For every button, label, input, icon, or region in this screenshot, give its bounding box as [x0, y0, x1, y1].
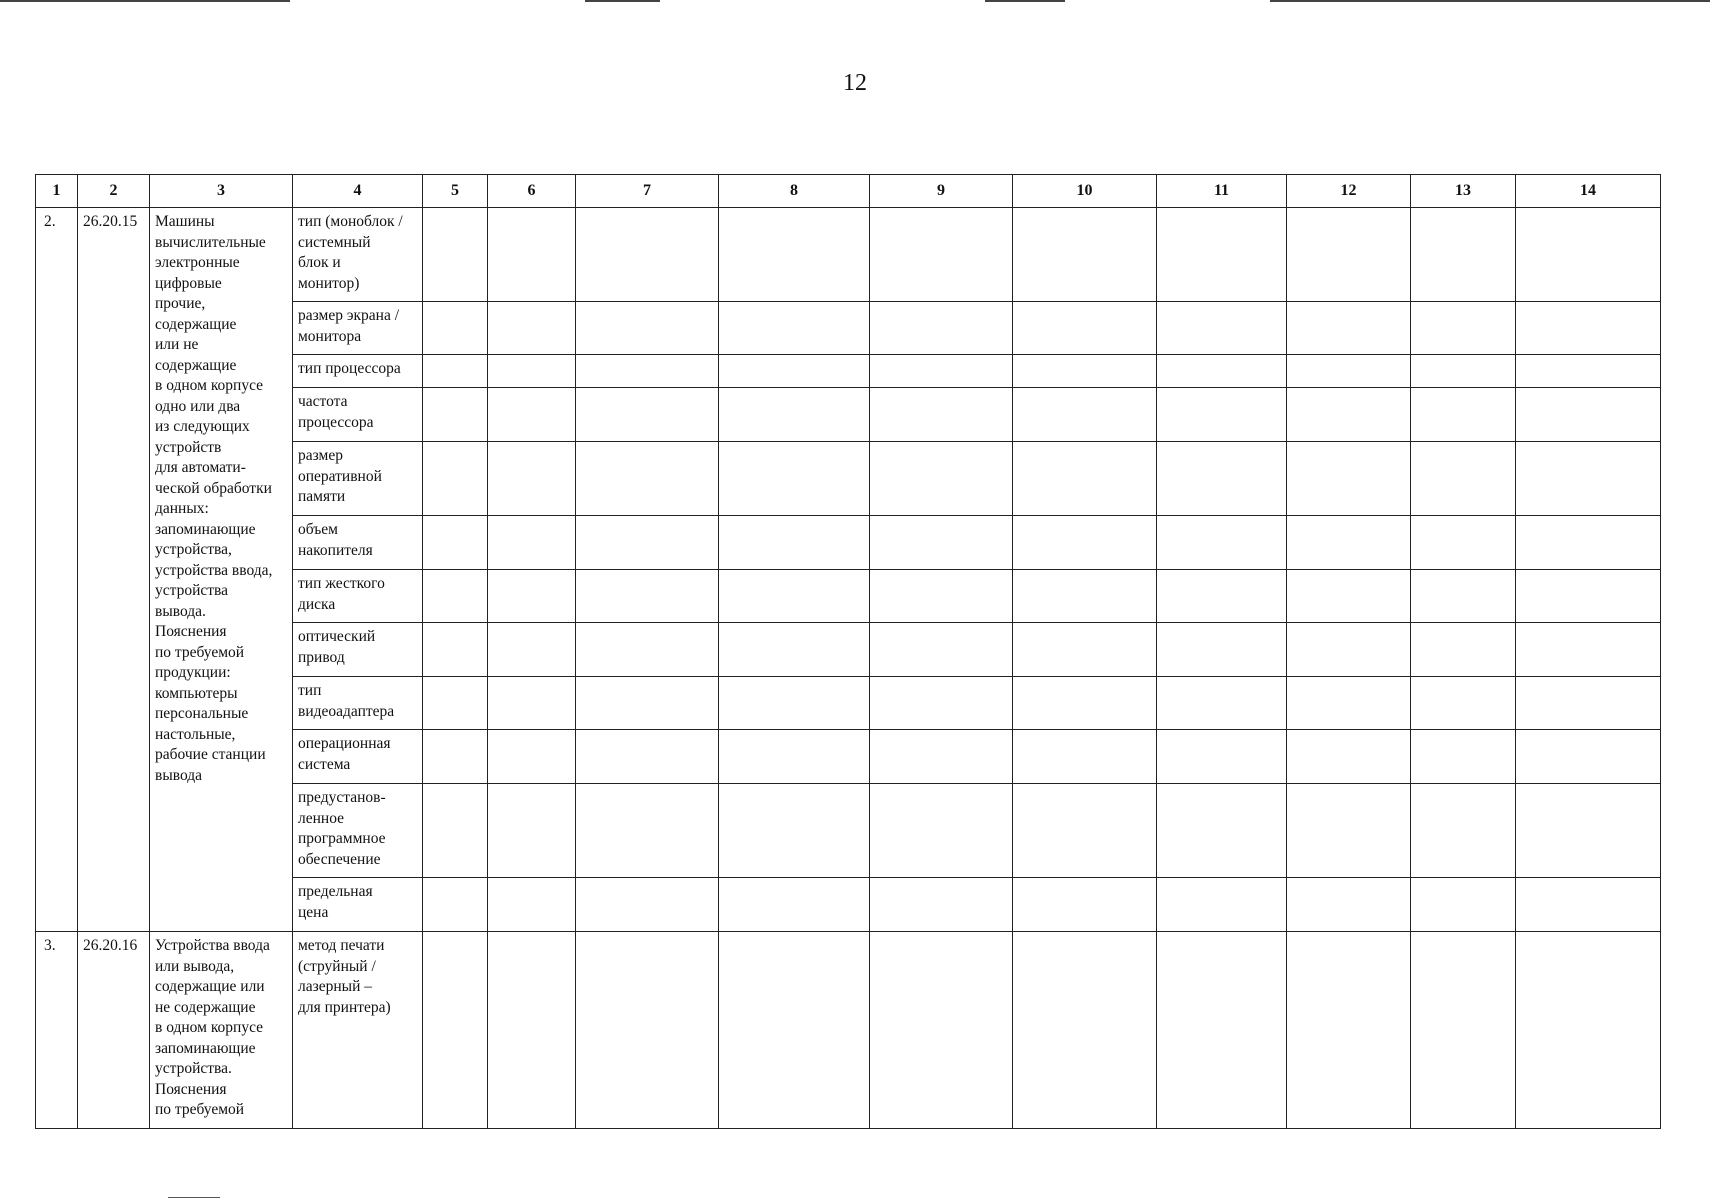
empty-cell [423, 208, 488, 302]
empty-cell [1411, 730, 1516, 784]
empty-cell [1516, 388, 1661, 442]
top-rule [0, 0, 290, 2]
empty-cell [1516, 516, 1661, 570]
empty-cell [870, 570, 1013, 623]
product-code: 26.20.16 [78, 932, 150, 1129]
characteristic-name: размер оперативной памяти [293, 442, 423, 516]
column-header: 8 [719, 175, 870, 208]
empty-cell [719, 516, 870, 570]
empty-cell [1516, 677, 1661, 730]
empty-cell [1287, 878, 1411, 932]
empty-cell [1157, 516, 1287, 570]
empty-cell [576, 388, 719, 442]
empty-cell [1157, 355, 1287, 388]
empty-cell [1411, 784, 1516, 878]
empty-cell [719, 784, 870, 878]
empty-cell [1411, 355, 1516, 388]
empty-cell [1013, 516, 1157, 570]
empty-cell [1013, 784, 1157, 878]
empty-cell [1516, 784, 1661, 878]
empty-cell [1411, 302, 1516, 355]
empty-cell [488, 388, 576, 442]
characteristic-name: метод печати (струйный / лазерный – для принтера) [293, 932, 423, 1129]
empty-cell [1013, 302, 1157, 355]
empty-cell [423, 623, 488, 677]
empty-cell [1287, 355, 1411, 388]
empty-cell [423, 677, 488, 730]
empty-cell [1411, 932, 1516, 1129]
empty-cell [1516, 442, 1661, 516]
empty-cell [1516, 730, 1661, 784]
column-header: 4 [293, 175, 423, 208]
empty-cell [1411, 878, 1516, 932]
column-header: 13 [1411, 175, 1516, 208]
empty-cell [488, 932, 576, 1129]
row-number: 2. [36, 208, 78, 932]
empty-cell [719, 932, 870, 1129]
empty-cell [423, 516, 488, 570]
empty-cell [488, 677, 576, 730]
empty-cell [1013, 623, 1157, 677]
empty-cell [576, 677, 719, 730]
empty-cell [1013, 932, 1157, 1129]
column-header: 7 [576, 175, 719, 208]
column-header: 6 [488, 175, 576, 208]
empty-cell [576, 932, 719, 1129]
empty-cell [423, 442, 488, 516]
empty-cell [719, 442, 870, 516]
empty-cell [870, 388, 1013, 442]
empty-cell [1411, 516, 1516, 570]
empty-cell [488, 730, 576, 784]
empty-cell [870, 208, 1013, 302]
empty-cell [1287, 516, 1411, 570]
top-rule [1270, 0, 1710, 2]
empty-cell [488, 208, 576, 302]
empty-cell [1287, 623, 1411, 677]
empty-cell [1411, 208, 1516, 302]
empty-cell [870, 623, 1013, 677]
empty-cell [1013, 730, 1157, 784]
bottom-rule [168, 1197, 220, 1198]
empty-cell [870, 302, 1013, 355]
empty-cell [870, 677, 1013, 730]
empty-cell [1516, 355, 1661, 388]
empty-cell [1157, 302, 1287, 355]
empty-cell [1516, 570, 1661, 623]
empty-cell [576, 730, 719, 784]
specification-table [35, 174, 1661, 1129]
empty-cell [1287, 677, 1411, 730]
characteristic-name: тип (моноблок / системный блок и монитор) [293, 208, 423, 302]
empty-cell [488, 302, 576, 355]
empty-cell [1516, 302, 1661, 355]
empty-cell [1157, 932, 1287, 1129]
empty-cell [576, 516, 719, 570]
empty-cell [870, 932, 1013, 1129]
column-header: 2 [78, 175, 150, 208]
empty-cell [423, 878, 488, 932]
empty-cell [1157, 623, 1287, 677]
column-header: 3 [150, 175, 293, 208]
empty-cell [423, 784, 488, 878]
empty-cell [719, 623, 870, 677]
empty-cell [576, 302, 719, 355]
empty-cell [1013, 878, 1157, 932]
empty-cell [1411, 442, 1516, 516]
row-number: 3. [36, 932, 78, 1129]
empty-cell [719, 208, 870, 302]
empty-cell [1013, 570, 1157, 623]
top-rule [985, 0, 1065, 2]
empty-cell [1157, 570, 1287, 623]
characteristic-name: тип жесткого диска [293, 570, 423, 623]
empty-cell [1157, 388, 1287, 442]
empty-cell [1287, 208, 1411, 302]
empty-cell [423, 570, 488, 623]
column-header: 14 [1516, 175, 1661, 208]
characteristic-name: предустанов- ленное программное обеспечение [293, 784, 423, 878]
empty-cell [1411, 388, 1516, 442]
characteristic-name: оптический привод [293, 623, 423, 677]
empty-cell [423, 730, 488, 784]
empty-cell [1516, 932, 1661, 1129]
empty-cell [1287, 932, 1411, 1129]
empty-cell [1411, 677, 1516, 730]
empty-cell [1287, 302, 1411, 355]
empty-cell [870, 516, 1013, 570]
column-header: 1 [36, 175, 78, 208]
empty-cell [719, 730, 870, 784]
column-header: 10 [1013, 175, 1157, 208]
empty-cell [1287, 730, 1411, 784]
empty-cell [870, 442, 1013, 516]
column-header: 11 [1157, 175, 1287, 208]
characteristic-name: объем накопителя [293, 516, 423, 570]
empty-cell [870, 730, 1013, 784]
empty-cell [1157, 784, 1287, 878]
column-header: 12 [1287, 175, 1411, 208]
empty-cell [1516, 623, 1661, 677]
empty-cell [1411, 570, 1516, 623]
empty-cell [576, 878, 719, 932]
column-header: 9 [870, 175, 1013, 208]
characteristic-name: предельная цена [293, 878, 423, 932]
empty-cell [576, 784, 719, 878]
empty-cell [1411, 623, 1516, 677]
empty-cell [719, 878, 870, 932]
empty-cell [488, 878, 576, 932]
empty-cell [1516, 878, 1661, 932]
empty-cell [488, 516, 576, 570]
characteristic-name: операционная система [293, 730, 423, 784]
empty-cell [488, 784, 576, 878]
empty-cell [1157, 442, 1287, 516]
empty-cell [576, 570, 719, 623]
empty-cell [488, 355, 576, 388]
empty-cell [488, 442, 576, 516]
characteristic-name: тип процессора [293, 355, 423, 388]
column-header-row [36, 175, 1661, 208]
top-rule [585, 0, 660, 2]
empty-cell [576, 442, 719, 516]
empty-cell [576, 623, 719, 677]
empty-cell [1013, 208, 1157, 302]
empty-cell [719, 355, 870, 388]
empty-cell [1013, 388, 1157, 442]
empty-cell [423, 932, 488, 1129]
empty-cell [488, 623, 576, 677]
empty-cell [1157, 730, 1287, 784]
table-row [36, 932, 1661, 1129]
empty-cell [1516, 208, 1661, 302]
column-header: 5 [423, 175, 488, 208]
empty-cell [1013, 442, 1157, 516]
empty-cell [1157, 208, 1287, 302]
empty-cell [1013, 677, 1157, 730]
characteristic-name: тип видеоадаптера [293, 677, 423, 730]
empty-cell [870, 784, 1013, 878]
empty-cell [488, 570, 576, 623]
empty-cell [576, 355, 719, 388]
empty-cell [1287, 570, 1411, 623]
empty-cell [719, 677, 870, 730]
empty-cell [1287, 442, 1411, 516]
empty-cell [423, 388, 488, 442]
empty-cell [576, 208, 719, 302]
empty-cell [870, 878, 1013, 932]
product-code: 26.20.15 [78, 208, 150, 932]
product-description: Устройства ввода или вывода, содержащие или не содержащие в одном корпусе запоминающие устройства. Пояснения по требуемой [150, 932, 293, 1129]
empty-cell [1287, 784, 1411, 878]
empty-cell [423, 355, 488, 388]
empty-cell [1157, 878, 1287, 932]
empty-cell [1287, 388, 1411, 442]
empty-cell [1013, 355, 1157, 388]
empty-cell [870, 355, 1013, 388]
empty-cell [719, 570, 870, 623]
characteristic-name: частота процессора [293, 388, 423, 442]
empty-cell [423, 302, 488, 355]
empty-cell [719, 388, 870, 442]
empty-cell [1157, 677, 1287, 730]
product-description: Машины вычислительные электронные цифровые прочие, содержащие или не содержащие в одном корпусе одно или два из следующих устройств для автомати- ческой обработки данных: запоминающие устройства, устройства ввода, устройства вывода. Пояснения по требуемой продукции: компьютеры персональные настольные, рабочие станции вывода [150, 208, 293, 932]
empty-cell [719, 302, 870, 355]
characteristic-name: размер экрана / монитора [293, 302, 423, 355]
table-row [36, 208, 1661, 302]
page-number: 12 [843, 70, 867, 96]
